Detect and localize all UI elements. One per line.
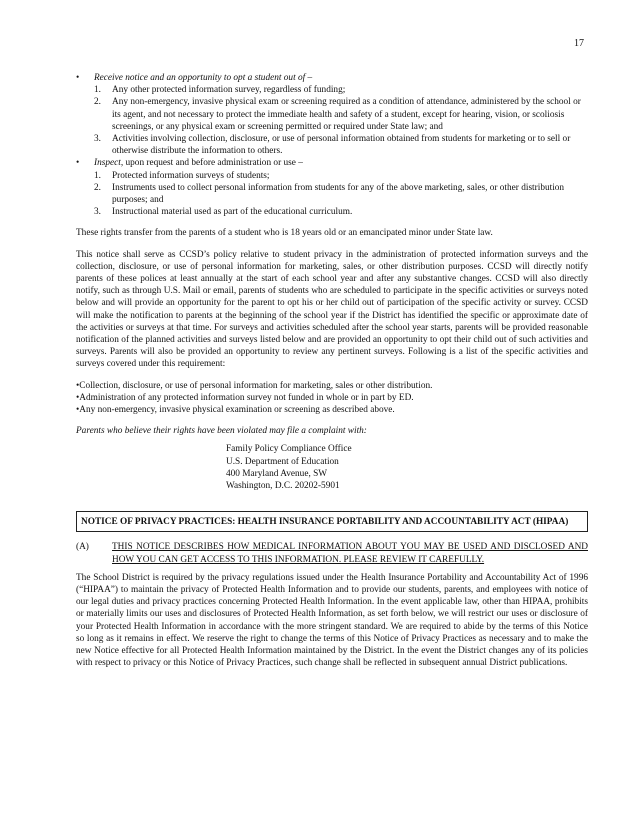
item-text: Protected information surveys of students; xyxy=(112,170,270,181)
item-number: 1. xyxy=(94,170,101,181)
rights-bullet-inspect xyxy=(76,157,588,169)
item-text: Any non-emergency, invasive physical exam or screening required as a condition of attendance, administered by the school or its agent, and not necessary to protect the immediate health and safety of a student, except for hearing, vision, or scoliosis screenings, or any physical exam or screening permitted or required under State law; and xyxy=(112,97,581,132)
section-a-text: THIS NOTICE DESCRIBES HOW MEDICAL INFORMATION ABOUT YOU MAY BE USED AND DISCLOSED AND HOW YOU CAN GET ACCESS TO THIS INFORMATION. PLEASE REVIEW IT CAREFULLY. xyxy=(112,542,588,565)
section-a xyxy=(76,541,588,565)
address-line: 400 Maryland Avenue, SW xyxy=(226,468,328,479)
bullet-icon: • xyxy=(76,158,80,169)
bullet-intro-italic: Inspect, xyxy=(94,158,124,169)
item-number: 3. xyxy=(94,207,101,218)
privacy-notice-paragraph: This notice shall serve as CCSD’s policy relative to student privacy in the administration of protected information surveys and the collection, disclosure, or use of personal information for marketing, sales, or other distribution purposes. CCSD will directly notify parents of these polices at least annually at the start of each school year and after any substantive changes. CCSD will also directly notify, such as through U.S. Mail or email, parents of students who are scheduled to participate in the specific activities or surveys noted below and will provide an opportunity for the parent to opt his or her child out of participation of the specific activity or survey. CCSD will make the notification to parents at the beginning of the school year if the District has identified the specific or approximate date of the activities or surveys at that time. For surveys and activities scheduled after the school year starts, parents will be provided reasonable notification of the planned activities and surveys listed below and are provided an opportunity to opt their child out of such activities and surveys. Parents will also be provided an opportunity to review any pertinent surveys. Following is a list of the specific activities and surveys covered under this requirement: xyxy=(76,249,588,370)
activity-item: •Any non-emergency, invasive physical examination or screening as described above. xyxy=(76,405,395,416)
item-number: 3. xyxy=(94,134,101,145)
section-label: (A) xyxy=(76,542,89,553)
list-item xyxy=(76,170,588,182)
item-text: Instruments used to collect personal information from students for any of the above marketing, sales, or other distribution purposes; and xyxy=(112,182,565,206)
address-line: U.S. Department of Education xyxy=(226,456,339,467)
item-number: 1. xyxy=(94,85,101,96)
rights-bullet-opt-out xyxy=(76,72,588,84)
bullet-intro: Receive notice and an opportunity to opt a student out of – xyxy=(94,73,313,83)
list-item xyxy=(76,206,588,218)
complaint-text: Parents who believe their rights have been violated may file a complaint with: xyxy=(76,426,367,437)
item-text: Activities involving collection, disclosure, or use of personal information obtained from students for marketing or to sell or otherwise distribute the information to others. xyxy=(112,134,571,157)
page-number: 17 xyxy=(574,38,584,49)
bullet-icon: • xyxy=(76,73,80,83)
hipaa-paragraph: The School District is required by the privacy regulations issued under the Health Insurance Portability and Accountability Act of 1996 (“HIPAA”) to maintain the privacy of Protected Health Information and to provide our students, parents, and employees with notice of our legal duties and privacy practices concerning Protected Health Information. In the event applicable law, other than HIPAA, prohibits or materially limits our uses and disclosures of Protected Health Information, as set forth below, we will restrict our uses or disclosure of your Protected Health Information in accordance with the more stringent standard. We are required to abide by the terms of this Notice so long as it remains in effect. We reserve the right to change the terms of this Notice of Privacy Practices as necessary and to make the new Notice effective for all Protected Health Information maintained by the District. In the event the District changes any of its policies with respect to privacy or this Notice of Privacy Practices, such change shall be reflected in subsequent annual District publications. xyxy=(76,572,588,669)
item-number: 2. xyxy=(94,182,101,193)
address-line: Family Policy Compliance Office xyxy=(226,444,352,455)
address-block xyxy=(76,443,588,492)
bullet-intro-rest: upon request and before administration or use – xyxy=(123,158,303,169)
activity-item: •Collection, disclosure, or use of personal information for marketing, sales or other distribution. xyxy=(76,380,433,391)
item-text: Any other protected information survey, regardless of funding; xyxy=(112,85,346,96)
hipaa-heading-box: NOTICE OF PRIVACY PRACTICES: HEALTH INSURANCE PORTABILITY AND ACCOUNTABILITY ACT (HIPAA) xyxy=(76,511,588,532)
list-item xyxy=(76,84,588,96)
activity-item: •Administration of any protected information survey not funded in whole or in part by ED. xyxy=(76,392,414,403)
page-content xyxy=(76,72,588,669)
list-item xyxy=(76,133,588,157)
item-number: 2. xyxy=(94,97,101,108)
list-item xyxy=(76,96,588,133)
rights-transfer-text: These rights transfer from the parents of a student who is 18 years old or an emancipated minor under State law. xyxy=(76,228,493,239)
item-text: Instructional material used as part of the educational curriculum. xyxy=(112,207,353,218)
list-item xyxy=(76,182,588,206)
address-line: Washington, D.C. 20202-5901 xyxy=(226,481,340,492)
